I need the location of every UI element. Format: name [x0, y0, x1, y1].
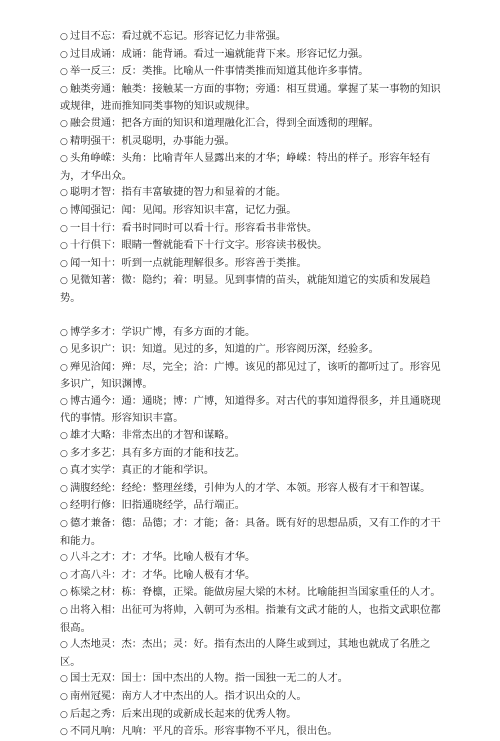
idiom-entry: [60, 462, 442, 480]
bullet-circle-icon: ○: [60, 640, 68, 651]
bullet-circle-icon: ○: [60, 327, 68, 338]
bullet-circle-icon: ○: [60, 49, 68, 60]
idiom-entry: [60, 115, 442, 133]
idiom-text: 聪明才智：指有丰富敏捷的智力和显着的才能。: [70, 186, 287, 199]
idiom-entry: [60, 497, 442, 515]
bullet-circle-icon: ○: [60, 67, 68, 78]
bullet-circle-icon: ○: [60, 345, 68, 356]
idiom-entry: [60, 63, 442, 81]
idiom-text: 博学多才：学识广博，有多方面的才能。: [70, 325, 256, 338]
idiom-text: 人杰地灵：杰：杰出；灵：好。指有杰出的人降生或到过，其地也就成了名胜之区。: [60, 638, 431, 668]
idiom-entry: [60, 359, 442, 393]
idiom-text: 八斗之才：才：才华。比喻人极有才华。: [70, 551, 256, 564]
idiom-entry: [60, 184, 442, 202]
bullet-circle-icon: ○: [60, 188, 68, 199]
bullet-circle-icon: ○: [60, 431, 68, 442]
idiom-text: 出将入相：出征可为将帅，入朝可为丞相。指兼有文武才能的人，也指文武职位都很高。: [60, 604, 441, 634]
idiom-entry: [60, 237, 442, 255]
bullet-circle-icon: ○: [60, 691, 68, 702]
bullet-circle-icon: ○: [60, 570, 68, 581]
idiom-entry: [60, 549, 442, 567]
idiom-group: [60, 324, 442, 741]
idiom-entry: [60, 81, 442, 115]
idiom-text: 不同凡响：凡响：平凡的音乐。形容事物不平凡，很出色。: [70, 725, 338, 738]
idiom-entry: [60, 220, 442, 238]
idiom-entry: [60, 255, 442, 273]
idiom-text: 见多识广：识：知道。见过的多，知道的广。形容阅历深，经验多。: [70, 343, 379, 356]
idiom-text: 一目十行：看书时同时可以看十行。形容看书非常快。: [70, 221, 318, 234]
idiom-entry: [60, 46, 442, 64]
bullet-circle-icon: ○: [60, 136, 68, 147]
idiom-entry: [60, 567, 442, 585]
idiom-entry: [60, 341, 442, 359]
idiom-entry: [60, 272, 442, 306]
idiom-text: 过目成诵：成诵：能背诵。看过一遍就能背下来。形容记忆力强。: [70, 47, 369, 60]
bullet-circle-icon: ○: [60, 448, 68, 459]
bullet-circle-icon: ○: [60, 553, 68, 564]
idiom-text: 多才多艺：具有多方面的才能和技艺。: [70, 446, 246, 459]
idiom-entry: [60, 706, 442, 724]
idiom-text: 博古通今：通：通晓；博：广博，知道得多。对古代的事知道得很多，并且通晓现代的事情。形容知识丰富。: [60, 394, 441, 425]
idiom-text: 精明强干：机灵聪明，办事能力强。: [70, 134, 235, 147]
idiom-text: 触类旁通：触类：接触某一方面的事物；旁通：相互贯通。掌握了某一事物的知识或规律，进而推知同类事物的知识或规律。: [60, 82, 441, 113]
idiom-text: 融会贯通：把各方面的知识和道理融化汇合，得到全面透彻的理解。: [70, 116, 379, 129]
bullet-circle-icon: ○: [60, 588, 68, 599]
idiom-text: 满腹经纶：经纶：整理丝缕，引伸为人的才学、本领。形容人极有才干和智谋。: [70, 481, 431, 494]
idiom-text: 十行俱下：眼睛一瞥就能看下十行文字。形容读书极快。: [70, 239, 328, 252]
bullet-circle-icon: ○: [60, 241, 68, 252]
idiom-text: 博闻强记：闻：见闻。形容知识丰富，记忆力强。: [70, 203, 297, 216]
idiom-text: 国士无双：国士：国中杰出的人物。指一国独一无二的人才。: [70, 672, 349, 685]
idiom-text: 后起之秀：后来出现的或新成长起来的优秀人物。: [70, 707, 297, 720]
idiom-entry: [60, 688, 442, 706]
bullet-circle-icon: ○: [60, 276, 68, 287]
idiom-entry: [60, 427, 442, 445]
idiom-text: 殚见洽闻：殚：尽，完全；洽：广博。该见的都见过了，该听的都听过了。形容见多识广，知识渊博。: [60, 360, 441, 391]
idiom-entry: [60, 133, 442, 151]
idiom-entry: [60, 515, 442, 549]
idiom-text: 真才实学：真正的才能和学识。: [70, 464, 215, 477]
bullet-circle-icon: ○: [60, 396, 68, 407]
idiom-entry: [60, 150, 442, 184]
idiom-text: 经明行修：旧指通晓经学，品行端正。: [70, 499, 246, 512]
bullet-circle-icon: ○: [60, 258, 68, 269]
idiom-entry: [60, 584, 442, 602]
idiom-entry: [60, 28, 442, 46]
bullet-circle-icon: ○: [60, 84, 68, 95]
idiom-text: 闻一知十：听到一点就能理解很多。形容善于类推。: [70, 256, 307, 269]
bullet-circle-icon: ○: [60, 483, 68, 494]
bullet-circle-icon: ○: [60, 362, 68, 373]
idiom-entry: [60, 480, 442, 498]
idiom-entry: [60, 670, 442, 688]
idiom-entry: [60, 445, 442, 463]
idiom-entry: [60, 393, 442, 427]
bullet-circle-icon: ○: [60, 223, 68, 234]
bullet-circle-icon: ○: [60, 674, 68, 685]
idiom-text: 头角峥嵘：头角：比喻青年人显露出来的才华；峥嵘：特出的样子。形容年轻有为，才华出众。: [60, 152, 431, 182]
idiom-entry: [60, 723, 442, 741]
idiom-group: [60, 28, 442, 307]
bullet-circle-icon: ○: [60, 466, 68, 477]
bullet-circle-icon: ○: [60, 154, 68, 165]
idiom-text: 举一反三：反：类推。比喻从一件事情类推而知道其他许多事情。: [70, 65, 369, 78]
idiom-text: 德才兼备：德：品德；才：才能；备：具备。既有好的思想品质，又有工作的才干和能力。: [60, 517, 441, 547]
idiom-text: 才高八斗：才：才华。比喻人极有才华。: [70, 568, 256, 581]
bullet-circle-icon: ○: [60, 118, 68, 129]
bullet-circle-icon: ○: [60, 606, 68, 616]
idiom-text: 过目不忘：看过就不忘记。形容记忆力非常强。: [70, 30, 287, 42]
idiom-entry: [60, 202, 442, 220]
idiom-text: 栋梁之材：栋：脊檩，正梁。能做房屋大梁的木材。比喻能担当国家重任的人才。: [70, 586, 441, 599]
idiom-entry: [60, 324, 442, 342]
bullet-circle-icon: ○: [60, 519, 68, 530]
bullet-circle-icon: ○: [60, 709, 68, 720]
idiom-text: 南州冠冕：南方人才中杰出的人。指才识出众的人。: [70, 689, 307, 702]
bullet-circle-icon: ○: [60, 501, 68, 512]
bullet-circle-icon: ○: [60, 205, 68, 216]
bullet-circle-icon: ○: [60, 32, 68, 42]
bullet-circle-icon: ○: [60, 727, 68, 738]
idiom-entry: [60, 602, 442, 636]
idiom-entry: [60, 636, 442, 670]
idiom-text: 雄才大略：非常杰出的才智和谋略。: [70, 429, 235, 442]
idiom-text: 见微知著：微：隐约；着：明显。见到事情的苗头，就能知道它的实质和发展趋势。: [60, 274, 431, 304]
